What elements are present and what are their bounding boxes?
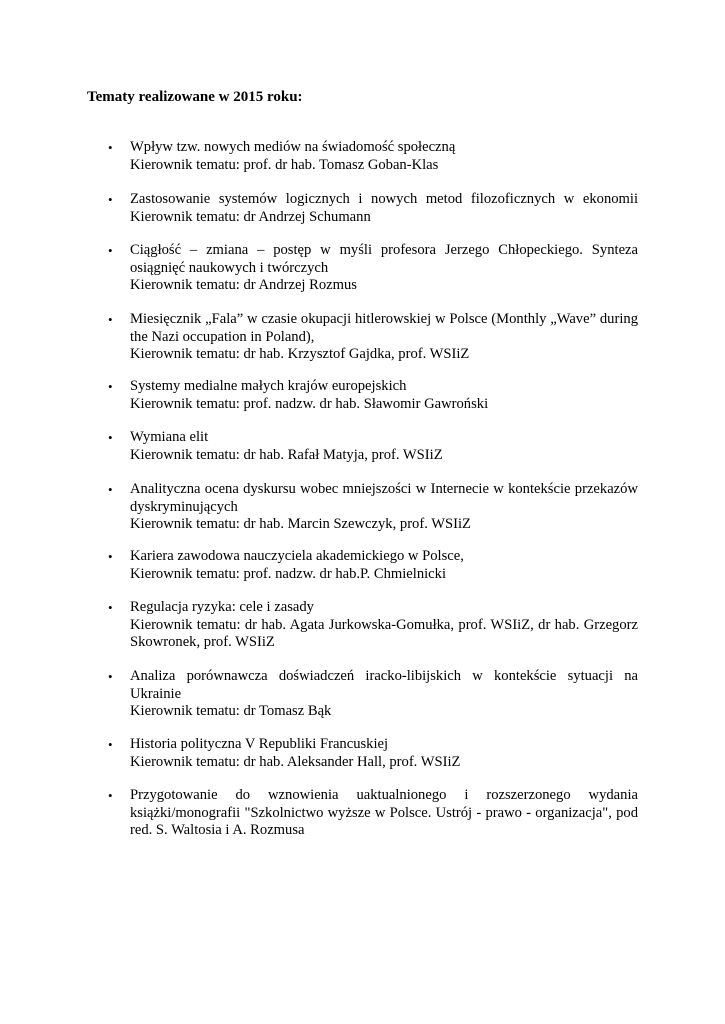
topic-title: Historia polityczna V Republiki Francuskiej bbox=[130, 736, 389, 752]
document-heading: Tematy realizowane w 2015 roku: bbox=[87, 89, 303, 105]
topic-title: Kariera zawodowa nauczyciela akademickiego w Polsce, bbox=[130, 548, 464, 564]
topic-supervisor: Kierownik tematu: prof. dr hab. Tomasz Goban-Klas bbox=[130, 156, 439, 173]
topic-supervisor: Kierownik tematu: dr hab. Agata Jurkowska-Gomułka, prof. WSIiZ, dr hab. Grzegorz Skowronek, prof. WSIiZ bbox=[130, 616, 638, 650]
bullet-icon: • bbox=[108, 379, 113, 394]
topic-body bbox=[130, 599, 638, 652]
topic-body bbox=[130, 481, 638, 534]
bullet-icon: • bbox=[108, 192, 113, 207]
topic-body bbox=[130, 668, 638, 721]
topic-title: Wymiana elit bbox=[130, 429, 209, 445]
bullet-icon: • bbox=[108, 600, 113, 615]
topic-title: Analityczna ocena dyskursu wobec mniejszości w Internecie w kontekście przekazów dyskryminujących bbox=[130, 481, 638, 515]
topic-body bbox=[130, 242, 638, 295]
topic-body bbox=[130, 191, 638, 226]
topic-supervisor: Kierownik tematu: dr Andrzej Rozmus bbox=[130, 277, 357, 293]
topic-title: Ciągłość – zmiana – postęp w myśli profesora Jerzego Chłopeckiego. Synteza osiągnięć naukowych i twórczych bbox=[130, 242, 638, 276]
topic-body bbox=[130, 378, 638, 413]
topic-body bbox=[130, 311, 638, 364]
topic-supervisor: Kierownik tematu: dr hab. Aleksander Hall, prof. WSIiZ bbox=[130, 753, 461, 770]
bullet-icon: • bbox=[108, 669, 113, 684]
bullet-icon: • bbox=[108, 482, 113, 497]
topic-title: Miesięcznik „Fala” w czasie okupacji hitlerowskiej w Polsce (Monthly „Wave” during the Nazi occupation in Poland), bbox=[130, 311, 638, 345]
topic-body bbox=[130, 548, 638, 583]
topic-title: Regulacja ryzyka: cele i zasady bbox=[130, 599, 314, 615]
topic-supervisor: Kierownik tematu: prof. nadzw. dr hab. Sławomir Gawroński bbox=[130, 395, 489, 412]
bullet-icon: • bbox=[108, 140, 113, 155]
topic-supervisor: Kierownik tematu: dr Andrzej Schumann bbox=[130, 208, 371, 225]
bullet-icon: • bbox=[108, 788, 113, 803]
topic-body bbox=[130, 429, 638, 464]
topic-supervisor: Kierownik tematu: prof. nadzw. dr hab.P. Chmielnicki bbox=[130, 565, 446, 582]
topic-supervisor: Kierownik tematu: dr hab. Rafał Matyja, prof. WSIiZ bbox=[130, 446, 443, 463]
topic-title: Zastosowanie systemów logicznych i nowych metod filozoficznych w ekonomii bbox=[130, 191, 638, 207]
topic-title: Wpływ tzw. nowych mediów na świadomość społeczną bbox=[130, 139, 456, 155]
bullet-icon: • bbox=[108, 549, 113, 564]
topic-title: Systemy medialne małych krajów europejskich bbox=[130, 378, 407, 394]
bullet-icon: • bbox=[108, 430, 113, 445]
topic-body bbox=[130, 787, 638, 840]
bullet-icon: • bbox=[108, 312, 113, 327]
topic-title: Przygotowanie do wznowienia uaktualnionego i rozszerzonego wydania książki/monografii "Szkolnictwo wyższe w Polsce. Ustrój - prawo - organizacja", pod red. S. Waltosia i A. Rozmusa bbox=[130, 787, 638, 838]
topic-supervisor: Kierownik tematu: dr Tomasz Bąk bbox=[130, 703, 332, 719]
topic-body bbox=[130, 139, 638, 174]
bullet-icon: • bbox=[108, 737, 113, 752]
topic-supervisor: Kierownik tematu: dr hab. Krzysztof Gajdka, prof. WSIiZ bbox=[130, 346, 470, 362]
bullet-icon: • bbox=[108, 243, 113, 258]
topic-supervisor: Kierownik tematu: dr hab. Marcin Szewczyk, prof. WSIiZ bbox=[130, 516, 471, 532]
topic-body bbox=[130, 736, 638, 771]
topic-title: Analiza porównawcza doświadczeń iracko-libijskich w kontekście sytuacji na Ukrainie bbox=[130, 668, 638, 702]
